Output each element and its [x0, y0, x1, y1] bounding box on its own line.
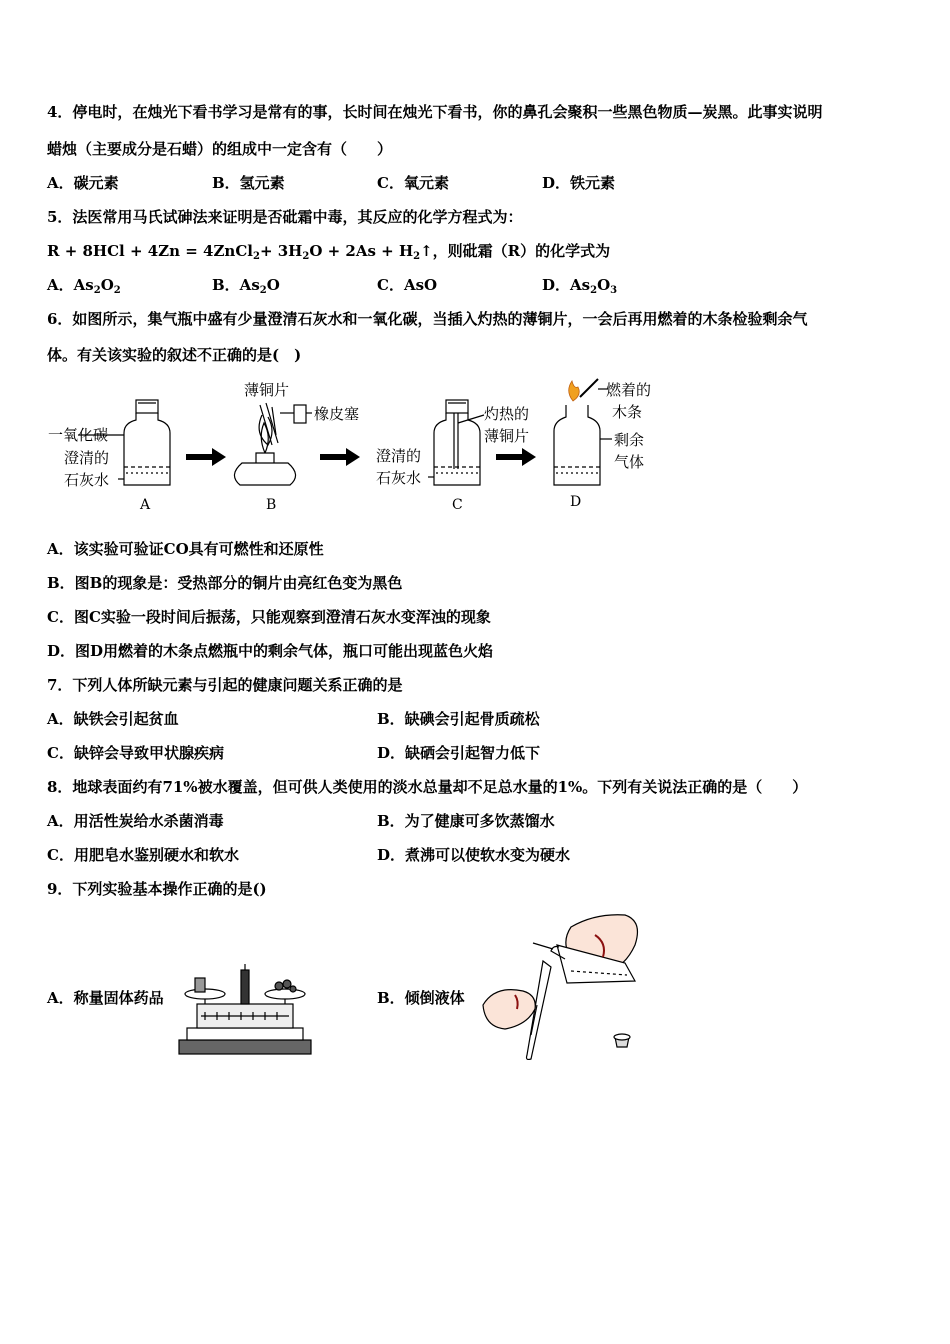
- q4-option-b: B．氢元素: [212, 174, 285, 192]
- label-d-gas2: 气体: [614, 453, 645, 471]
- figure-label-d: D: [570, 494, 582, 510]
- arrow-icon: [186, 448, 226, 466]
- q9-option-a: A．称量固体药品: [47, 989, 164, 1007]
- q8-option-a: A．用活性炭给水杀菌消毒: [47, 812, 224, 830]
- label-a-water2: 石灰水: [64, 471, 110, 489]
- balance-scale-illustration: [175, 962, 315, 1057]
- label-a-water1: 澄清的: [64, 449, 110, 467]
- flame-icon: [569, 381, 579, 401]
- q5-equation: R + 8HCl + 4Zn = 4ZnCl$_2$+ $3H_2O + 2As$ + $H_2↑$，则砒霜（R）的化学式为: [47, 242, 611, 262]
- q6-option-b: B．图B的现象是：受热部分的铜片由亮红色变为黑色: [47, 574, 403, 592]
- q9-stem: 9．下列实验基本操作正确的是(): [47, 880, 267, 898]
- q7-stem: 7．下列人体所缺元素与引起的健康问题关系正确的是: [47, 676, 403, 694]
- figure-label-a: A: [140, 497, 151, 513]
- arrow-icon: [320, 448, 360, 466]
- label-c-water2: 石灰水: [376, 469, 422, 487]
- figure-label-b: B: [266, 497, 277, 513]
- label-a-gas: 一氧化碳: [48, 426, 109, 444]
- q8-option-d: D．煮沸可以使软水变为硬水: [377, 846, 571, 864]
- q8-stem: 8．地球表面约有71%被水覆盖，但可供人类使用的淡水总量却不足总水量的1%。下列有关说法正确的是（ ）: [47, 778, 808, 796]
- q7-option-d: D．缺硒会引起智力低下: [377, 744, 541, 762]
- q6-option-c: C．图C实验一段时间后振荡，只能观察到澄清石灰水变浑浊的现象: [47, 608, 491, 626]
- label-c-copper1: 灼热的: [484, 405, 530, 423]
- pouring-liquid-illustration: [475, 905, 660, 1060]
- label-d-stick2: 木条: [612, 403, 643, 421]
- label-b-stopper: 橡皮塞: [314, 405, 360, 423]
- q8-option-c: C．用肥皂水鉴别硬水和软水: [47, 846, 239, 864]
- q6-stem-line2: 体。有关该实验的叙述不正确的是( ): [47, 346, 302, 364]
- q5-stem-line1: 5．法医常用马氏试砷法来证明是否砒霜中毒，其反应的化学方程式为：: [47, 208, 523, 226]
- alcohol-lamp-b: [234, 403, 312, 485]
- q6-option-d: D．图D用燃着的木条点燃瓶中的剩余气体，瓶口可能出现蓝色火焰: [47, 642, 494, 660]
- q8-option-b: B．为了健康可多饮蒸馏水: [377, 812, 555, 830]
- q6-option-a: A．该实验可验证CO具有可燃性和还原性: [47, 540, 324, 558]
- q9-option-b: B．倾倒液体: [377, 989, 465, 1007]
- q7-option-a: A．缺铁会引起贫血: [47, 710, 179, 728]
- q5-option-a: A．$As_2O_2$: [47, 276, 121, 296]
- label-d-stick1: 燃着的: [606, 381, 652, 399]
- label-b-copper: 薄铜片: [244, 381, 290, 399]
- label-c-water1: 澄清的: [376, 447, 422, 465]
- q5-option-d: D．$As_2O_3$: [542, 276, 618, 296]
- q6-stem-line1: 6．如图所示，集气瓶中盛有少量澄清石灰水和一氧化碳，当插入灼热的薄铜片，一会后再用燃着的木条检验剩余气: [47, 310, 808, 328]
- q4-stem-line1: 4．停电时，在烛光下看书学习是常有的事，长时间在烛光下看书，你的鼻孔会聚积一些黑色物质—炭黑。此事实说明: [47, 103, 823, 121]
- bottle-d: [554, 379, 612, 485]
- q5-option-b: B．$As_2O$: [212, 276, 280, 296]
- q4-option-d: D．铁元素: [542, 174, 616, 192]
- q4-stem-line2: 蜡烛（主要成分是石蜡）的组成中一定含有（ ）: [47, 140, 393, 158]
- label-c-copper2: 薄铜片: [484, 427, 530, 445]
- q4-option-c: C．氧元素: [377, 174, 449, 192]
- arrow-icon: [496, 448, 536, 466]
- figure-label-c: C: [452, 497, 463, 513]
- bottle-c: [428, 400, 484, 485]
- q7-option-c: C．缺锌会导致甲状腺疾病: [47, 744, 224, 762]
- q5-option-c: C．AsO: [377, 276, 438, 294]
- q7-option-b: B．缺碘会引起骨质疏松: [377, 710, 540, 728]
- q6-experiment-figure: [40, 375, 680, 520]
- q4-option-a: A．碳元素: [47, 174, 119, 192]
- label-d-gas1: 剩余: [614, 431, 645, 449]
